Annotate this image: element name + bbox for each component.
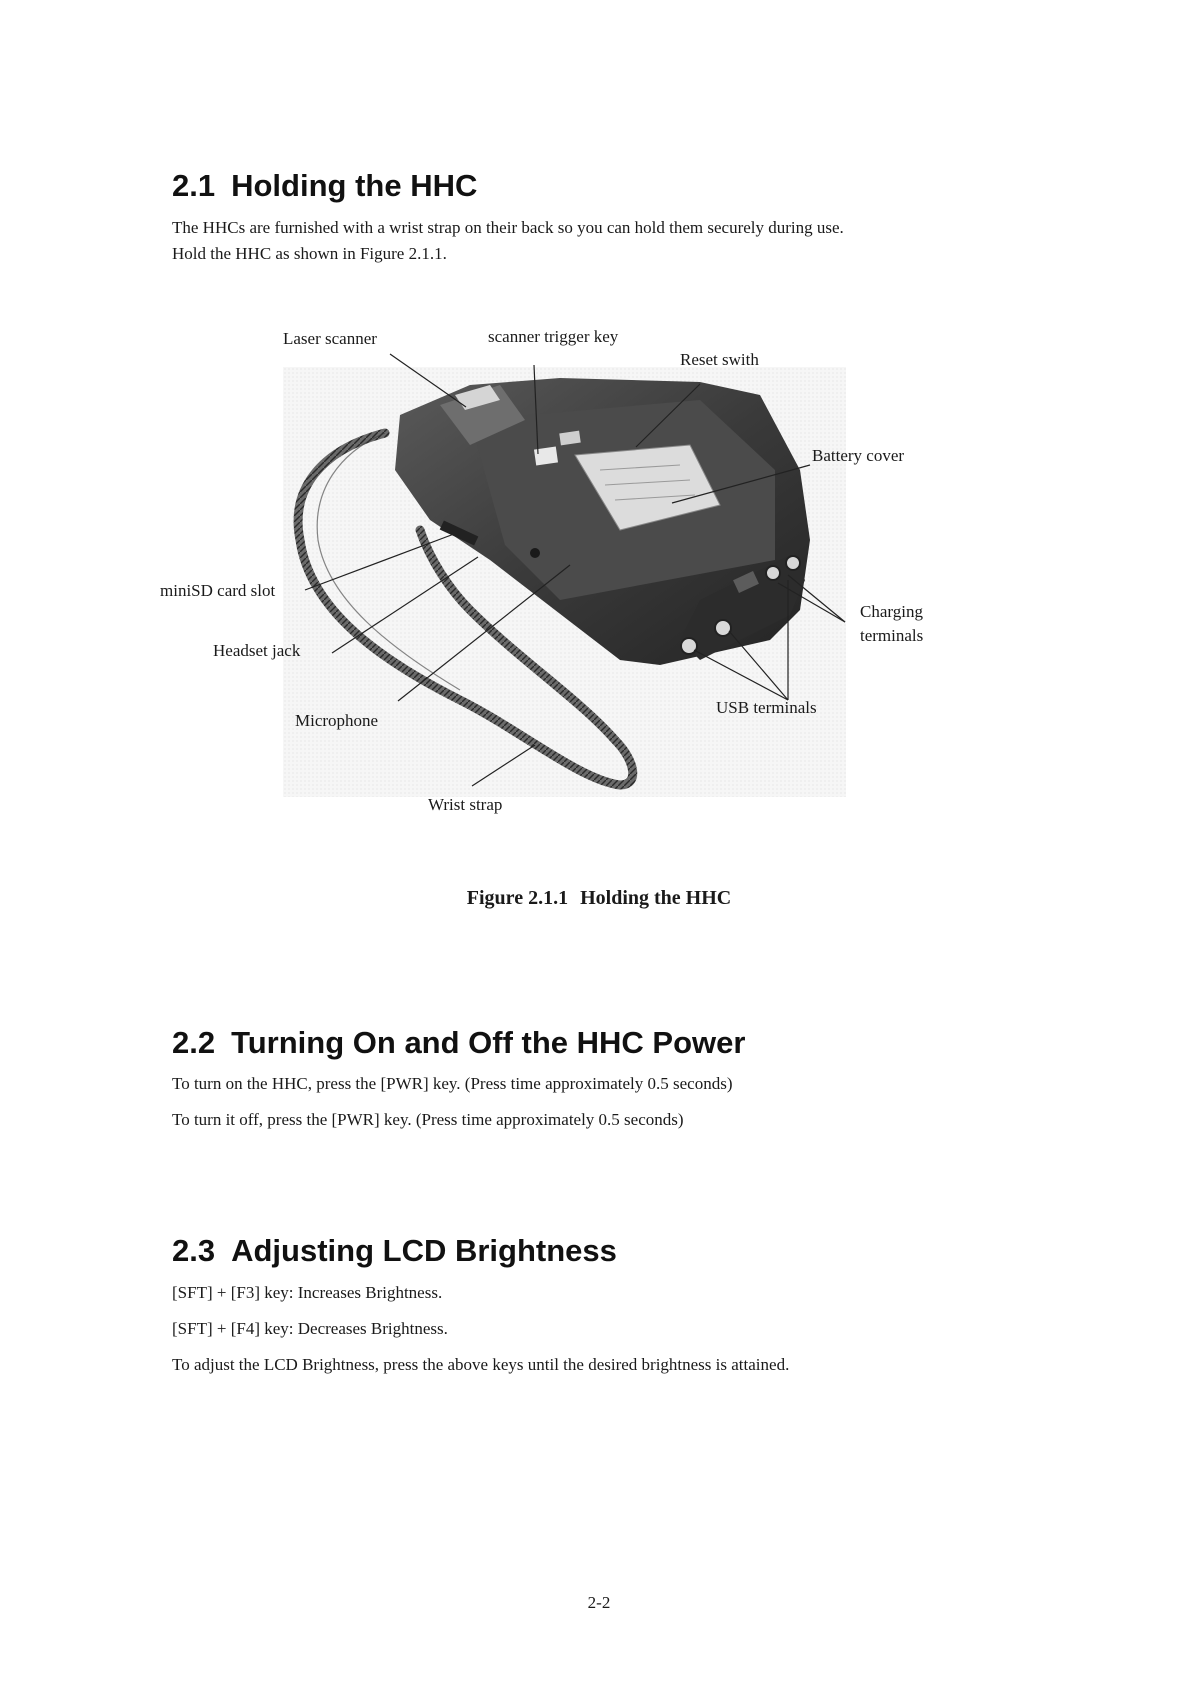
- section-2-3-line-1: [SFT] + [F3] key: Increases Brightness.: [172, 1283, 443, 1302]
- callout-microphone: Microphone: [295, 711, 379, 730]
- section-2-2-line-1: To turn on the HHC, press the [PWR] key. (Press time approximately 0.5 seconds): [172, 1074, 733, 1093]
- section-number: 2.3: [172, 1233, 216, 1268]
- page-number: 2-2: [587, 1593, 611, 1612]
- section-2-2-heading: [172, 1025, 745, 1061]
- callout-usb-terminals: USB terminals: [716, 698, 817, 717]
- section-number: 2.2: [172, 1025, 216, 1060]
- section-number: 2.1: [172, 168, 216, 203]
- section-title: Holding the HHC: [231, 168, 478, 203]
- section-2-3-line-3: To adjust the LCD Brightness, press the above keys until the desired brightness is attained.: [172, 1355, 790, 1374]
- callout-battery-cover: Battery cover: [812, 446, 905, 465]
- callout-laser-scanner: Laser scanner: [283, 329, 377, 348]
- callout-headset-jack: Headset jack: [213, 641, 301, 660]
- callout-wrist-strap: Wrist strap: [428, 795, 503, 814]
- section-2-3-line-2: [SFT] + [F4] key: Decreases Brightness.: [172, 1319, 448, 1338]
- section-2-1-paragraph: The HHCs are furnished with a wrist strap on their back so you can hold them securely during use. Hold the HHC as shown in Figure 2.1.1.: [172, 218, 844, 263]
- figure-caption-number: Figure 2.1.1: [466, 887, 569, 909]
- section-title: Turning On and Off the HHC Power: [231, 1025, 746, 1060]
- figure-caption: [0, 887, 1198, 910]
- device-photo: [283, 367, 846, 797]
- callout-charging-terminals-line2: terminals: [860, 626, 924, 645]
- section-title: Adjusting LCD Brightness: [231, 1233, 617, 1268]
- callout-reset-switch: Reset swith: [680, 350, 759, 369]
- section-2-3-heading: [172, 1233, 617, 1269]
- callout-minisd-card-slot: miniSD card slot: [160, 581, 276, 600]
- figure-caption-title: Holding the HHC: [580, 887, 732, 909]
- section-2-2-line-2: To turn it off, press the [PWR] key. (Press time approximately 0.5 seconds): [172, 1110, 684, 1129]
- callout-charging-terminals-line1: Charging: [860, 602, 923, 621]
- callout-scanner-trigger-key: scanner trigger key: [488, 327, 619, 346]
